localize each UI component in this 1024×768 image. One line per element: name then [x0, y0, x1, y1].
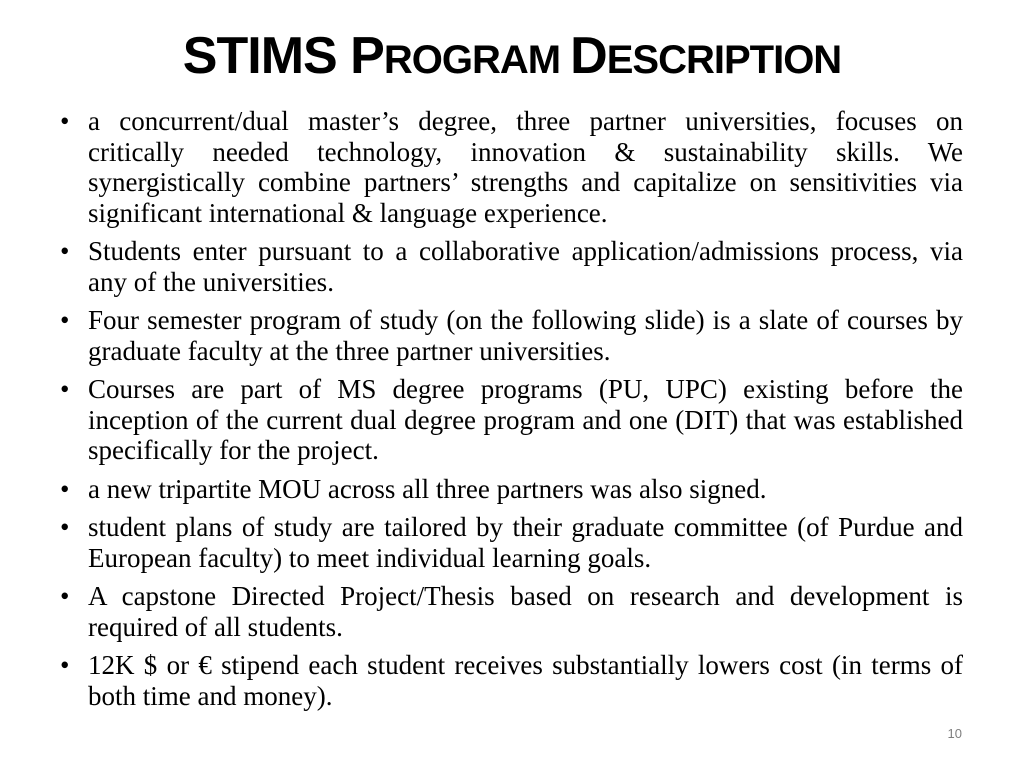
slide-title — [0, 26, 1024, 90]
title-part: D — [570, 27, 607, 85]
title-part: STIMS — [182, 27, 351, 85]
bullet-item — [60, 374, 963, 466]
bullet-icon: • — [60, 374, 70, 404]
bullet-icon: • — [60, 106, 70, 136]
bullet-list — [60, 106, 963, 719]
bullet-text: Four semester program of study (on the following slide) is a slate of courses by graduate faculty at the three partner universities. — [88, 305, 963, 366]
bullet-text: student plans of study are tailored by their graduate committee (of Purdue and European faculty) to meet individual learning goals. — [88, 512, 963, 573]
bullet-item — [60, 106, 963, 228]
title-part: P — [350, 27, 384, 85]
bullet-icon: • — [60, 650, 70, 680]
bullet-item — [60, 305, 963, 366]
bullet-text: Courses are part of MS degree programs (PU, UPC) existing before the inception of the current dual degree program and one (DIT) that was established specifically for the project. — [88, 374, 963, 465]
bullet-text: 12K $ or € stipend each student receives substantially lowers cost (in terms of both time and money). — [88, 650, 963, 711]
page-number: 10 — [947, 726, 962, 741]
bullet-text: a new tripartite MOU across all three partners was also signed. — [88, 473, 767, 504]
bullet-item — [60, 512, 963, 573]
bullet-text: A capstone Directed Project/Thesis based on research and development is required of all students. — [88, 581, 963, 642]
bullet-icon: • — [60, 581, 70, 611]
bullet-item — [60, 236, 963, 297]
bullet-icon: • — [60, 512, 70, 542]
bullet-icon: • — [60, 236, 70, 266]
title-part: ROGRAM — [383, 38, 571, 82]
bullet-icon: • — [60, 473, 70, 504]
bullet-item — [60, 581, 963, 642]
bullet-item — [60, 474, 963, 505]
bullet-item — [60, 650, 963, 711]
bullet-text: Students enter pursuant to a collaborative application/admissions process, via any of the universities. — [88, 236, 963, 297]
bullet-icon: • — [60, 305, 70, 335]
title-part: ESCRIPTION — [606, 38, 842, 82]
bullet-text: a concurrent/dual master’s degree, three partner universities, focuses on critically needed technology, innovation & sustainability skills. We synergistically combine partners’ strengths and capitalize on sensitivities via significant international & language experience. — [88, 106, 963, 228]
